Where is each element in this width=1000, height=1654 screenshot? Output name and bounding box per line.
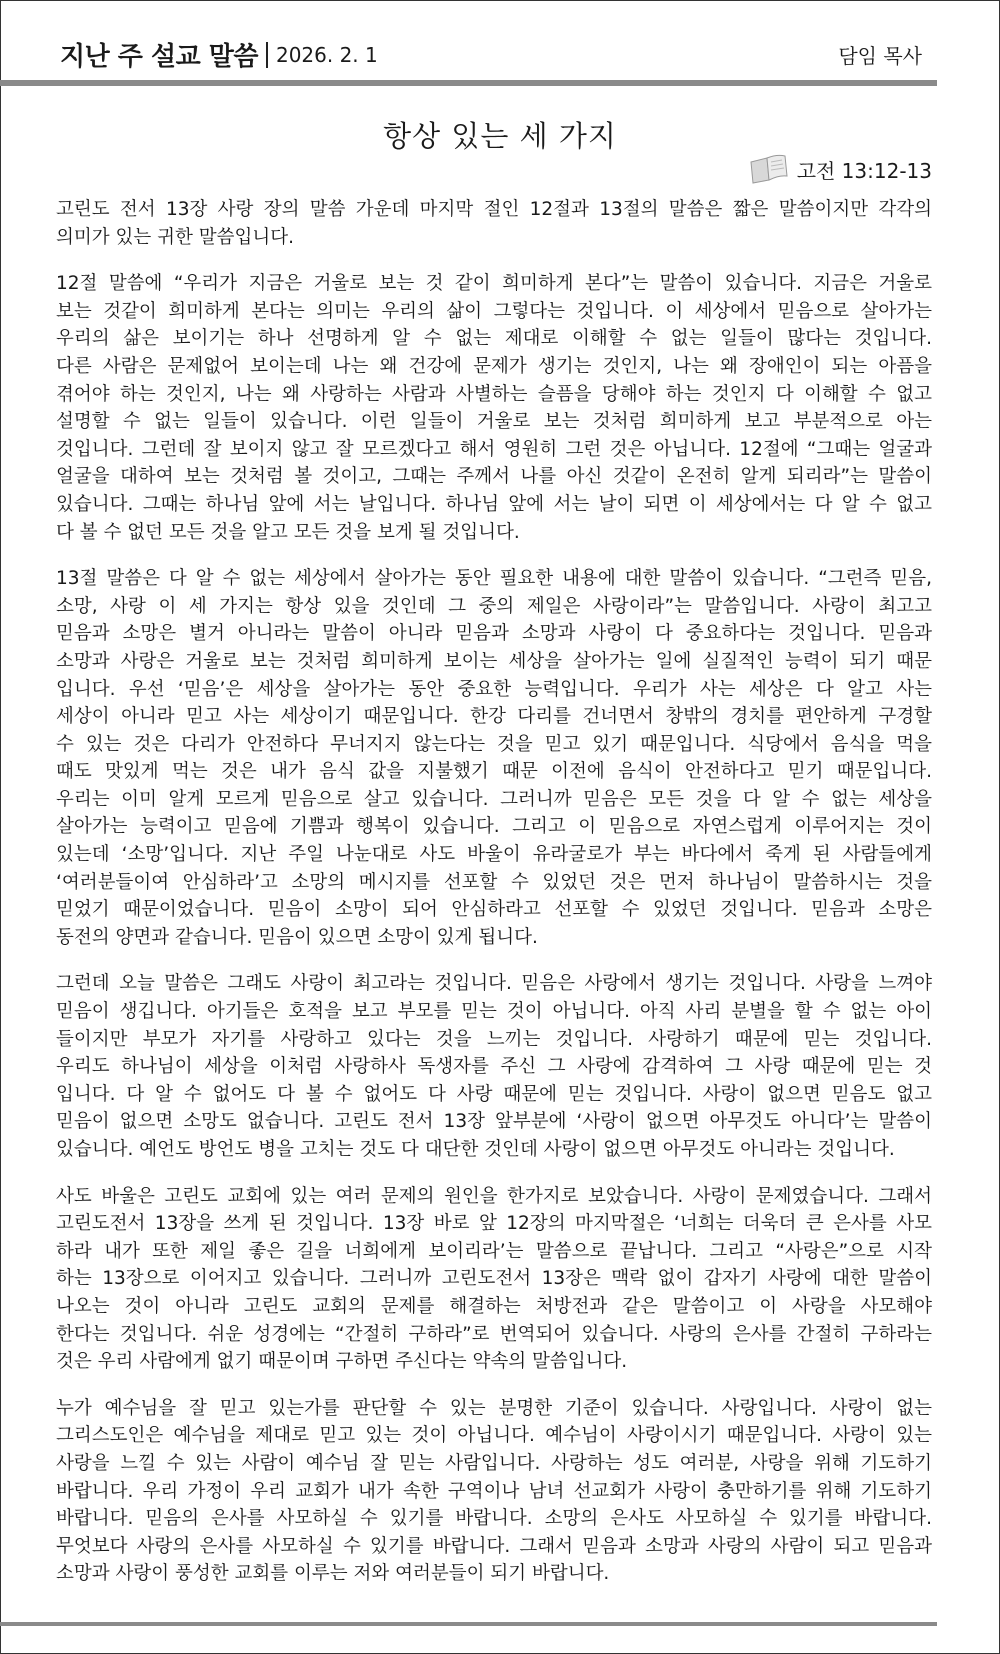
paragraph-line: 믿음이 생깁니다. 아기들은 호적을 보고 부모를 믿는 것이 아닙니다. 아직 사리 분별을 할 수 없는 아이	[56, 1001, 932, 1023]
paragraph-line: 믿음이 없으면 소망도 없습니다. 고린도 전서 13장 앞부분에 ‘사랑이 없으면 아무것도 아니다’는 말씀이	[56, 1111, 932, 1133]
header-rule	[0, 80, 937, 86]
paragraph-line: 고린도전서 13장을 쓰게 된 것입니다. 13장 바로 앞 12장의 마지막절은 ‘너희는 더욱더 큰 은사를 사모	[56, 1213, 932, 1235]
open-book-icon	[749, 154, 789, 184]
paragraph	[56, 270, 932, 546]
paragraph-line: 사도 바울은 고린도 교회에 있는 여러 문제의 원인을 한가지로 보았습니다. 사랑이 문제였습니다. 그래서	[56, 1185, 932, 1207]
paragraph-line: 수 있는 것은 다리가 안전하다 무너지지 않는다는 것을 믿고 있기 때문입니다. 식당에서 음식을 먹을	[56, 733, 932, 755]
paragraph	[56, 1183, 932, 1376]
scripture-reference	[749, 154, 932, 184]
paragraph	[56, 565, 932, 951]
paragraph-line: 소망과 사랑은 거울로 보는 것처럼 희미하게 보이는 세상을 살아가는 일에 실질적인 능력이 되기 때문	[56, 650, 932, 672]
paragraph-line: 살아가는 능력이고 믿음에 기쁨과 행복이 있습니다. 그리고 이 믿음으로 자연스럽게 이루어지는 것이	[56, 816, 932, 838]
sermon-author: 담임 목사	[838, 44, 922, 68]
paragraph-line: 보는 것같이 희미하게 본다는 의미는 우리의 삶이 그렇다는 것입니다. 이 세상에서 믿음으로 살아가는	[56, 300, 932, 322]
paragraph-line: 13절 말씀은 다 알 수 없는 세상에서 살아가는 동안 필요한 내용에 대한 말씀이 있습니다. “그런즉 믿음,	[56, 568, 932, 590]
footer-rule	[0, 1622, 937, 1626]
paragraph	[56, 1395, 932, 1588]
paragraph-line: 때도 맛있게 먹는 것은 내가 음식 값을 지불했기 때문 이전에 음식이 안전하다고 믿기 때문입니다.	[56, 761, 932, 783]
paragraph-line: 바랍니다. 우리 가정이 우리 교회가 내가 속한 구역이나 남녀 선교회가 사랑이 충만하기를 위해 기도하기	[56, 1480, 932, 1502]
paragraph-line: 믿음과 소망은 별거 아니라는 말씀이 아니라 믿음과 소망과 사랑이 다 중요하다는 것입니다. 믿음과	[56, 623, 932, 645]
paragraph-line: 그리스도인은 예수님을 제대로 믿고 있는 것이 아닙니다. 예수님이 사랑이시기 때문입니다. 사랑이 있는	[56, 1425, 932, 1447]
header-left	[60, 36, 378, 73]
paragraph-line: 설명할 수 없는 일들이 있습니다. 이런 일들이 거울로 보는 것처럼 희미하게 보고 부분적으로 아는	[56, 411, 932, 433]
sermon-title: 항상 있는 세 가지	[383, 119, 617, 153]
paragraph-line: 그런데 오늘 말씀은 그래도 사랑이 최고라는 것입니다. 믿음은 사랑에서 생기는 것입니다. 사랑을 느껴야	[56, 973, 932, 995]
paragraph-line: 의미가 있는 귀한 말씀입니다.	[56, 226, 294, 248]
scripture-text: 고전 13:12-13	[796, 158, 932, 183]
paragraph-line: 우리는 이미 알게 모르게 믿음으로 살고 있습니다. 그러니까 믿음은 모든 것을 다 알 수 없는 세상을	[56, 788, 932, 810]
paragraph-line: ‘여러분들이여 안심하라’고 소망의 메시지를 선포할 수 있었던 것은 먼저 하나님이 말씀하시는 것을	[56, 871, 932, 893]
paragraph-line: 소망, 사랑 이 세 가지는 항상 있을 것인데 그 중의 제일은 사랑이라”는 말씀입니다. 사랑이 최고고	[56, 595, 932, 617]
paragraph-line: 우리도 하나님이 세상을 이처럼 사랑하사 독생자를 주신 그 사랑에 감격하여 그 사랑 때문에 믿는 것	[56, 1056, 932, 1078]
paragraph-line: 겪어야 하는 것인지, 나는 왜 사랑하는 사람과 사별하는 슬픔을 당해야 하는 것인지 다 이해할 수 없고	[56, 383, 932, 405]
paragraph-line: 우리의 삶은 보이기는 하나 선명하게 알 수 없는 제대로 이해할 수 없는 일들이 많다는 것입니다.	[56, 328, 932, 350]
paragraph-line: 있습니다. 그때는 하나님 앞에 서는 날입니다. 하나님 앞에 서는 날이 되면 이 세상에서는 다 알 수 없고	[56, 493, 932, 515]
paragraph-line: 입니다. 다 알 수 없어도 다 볼 수 없어도 다 사랑 때문에 믿는 것입니다. 사랑이 없으면 믿음도 없고	[56, 1083, 932, 1105]
paragraph-line: 나오는 것이 아니라 고린도 교회의 문제를 해결하는 처방전과 같은 말씀이고 이 사랑을 사모해야	[56, 1295, 932, 1317]
paragraph-line: 동전의 양면과 같습니다. 믿음이 있으면 소망이 있게 됩니다.	[56, 926, 538, 948]
paragraph-line: 것은 우리 사람에게 없기 때문이며 구하면 주신다는 약속의 말씀입니다.	[56, 1351, 628, 1373]
paragraph-line: 다른 사람은 문제없어 보이는데 나는 왜 건강에 문제가 생기는 것인지, 나는 왜 장애인이 되는 아픔을	[56, 355, 932, 377]
paragraph-line: 누가 예수님을 잘 믿고 있는가를 판단할 수 있는 분명한 기준이 있습니다. 사랑입니다. 사랑이 없는	[56, 1397, 932, 1419]
paragraph-line: 12절 말씀에 “우리가 지금은 거울로 보는 것 같이 희미하게 본다”는 말씀이 있습니다. 지금은 거울로	[56, 273, 932, 295]
sermon-body	[56, 196, 932, 1607]
paragraph-line: 믿었기 때문이었습니다. 믿음이 소망이 되어 안심하라고 선포할 수 있었던 것입니다. 믿음과 소망은	[56, 899, 932, 921]
paragraph-line: 있는데 ‘소망’입니다. 지난 주일 나눈대로 사도 바울이 유라굴로가 부는 바다에서 죽게 된 사람들에게	[56, 844, 932, 866]
paragraph-line: 얼굴을 대하여 보는 것처럼 볼 것이고, 그때는 주께서 나를 아신 것같이 온전히 알게 되리라”는 말씀이	[56, 466, 932, 488]
paragraph-line: 한다는 것입니다. 쉬운 성경에는 “간절히 구하라”로 번역되어 있습니다. 사랑의 은사를 간절히 구하라는	[56, 1323, 932, 1345]
sermon-date: 2026. 2. 1	[275, 42, 378, 67]
paragraph-line: 무엇보다 사랑의 은사를 사모하실 수 있기를 바랍니다. 그래서 믿음과 소망과 사랑의 사람이 되고 믿음과	[56, 1535, 932, 1557]
paragraph-line: 것입니다. 그런데 잘 보이지 않고 잘 모르겠다고 해서 영원히 그런 것은 아닙니다. 12절에 “그때는 얼굴과	[56, 438, 932, 460]
paragraph-line: 세상이 아니라 믿고 사는 세상이기 때문입니다. 한강 다리를 건너면서 창밖의 경치를 편안하게 구경할	[56, 706, 932, 728]
paragraph	[56, 970, 932, 1163]
paragraph-line: 다 볼 수 없던 모든 것을 알고 모든 것을 보게 될 것입니다.	[56, 521, 520, 543]
paragraph-line: 바랍니다. 믿음의 은사를 사모하실 수 있기를 바랍니다. 소망의 은사도 사모하실 수 있기를 바랍니다.	[56, 1508, 932, 1530]
paragraph-line: 있습니다. 예언도 방언도 병을 고치는 것도 다 대단한 것인데 사랑이 없으면 아무것도 아니라는 것입니다.	[56, 1139, 895, 1160]
paragraph-line: 입니다. 우선 ‘믿음’은 세상을 살아가는 동안 중요한 능력입니다. 우리가 사는 세상은 다 알고 사는	[56, 678, 932, 700]
header-divider	[266, 42, 268, 68]
paragraph-line: 소망과 사랑이 풍성한 교회를 이루는 저와 여러분들이 되기 바랍니다.	[56, 1563, 610, 1585]
paragraph-line: 하는 13장으로 이어지고 있습니다. 그러니까 고린도전서 13장은 맥락 없이 갑자기 사랑에 대한 말씀이	[56, 1268, 932, 1290]
paragraph	[56, 196, 932, 251]
paragraph-line: 하라 내가 또한 제일 좋은 길을 너희에게 보이리라’는 말씀으로 끝납니다. 그리고 “사랑은”으로 시작	[56, 1240, 932, 1262]
paragraph-line: 들이지만 부모가 자기를 사랑하고 있다는 것을 느끼는 것입니다. 사랑하기 때문에 믿는 것입니다.	[56, 1028, 932, 1050]
section-title: 지난 주 설교 말씀	[60, 42, 258, 72]
paragraph-line: 사랑을 느낄 수 있는 사람이 예수님 잘 믿는 사람입니다. 사랑하는 성도 여러분, 사랑을 위해 기도하기	[56, 1452, 932, 1474]
paragraph-line: 고린도 전서 13장 사랑 장의 말씀 가운데 마지막 절인 12절과 13절의 말씀은 짧은 말씀이지만 각각의	[56, 199, 932, 220]
